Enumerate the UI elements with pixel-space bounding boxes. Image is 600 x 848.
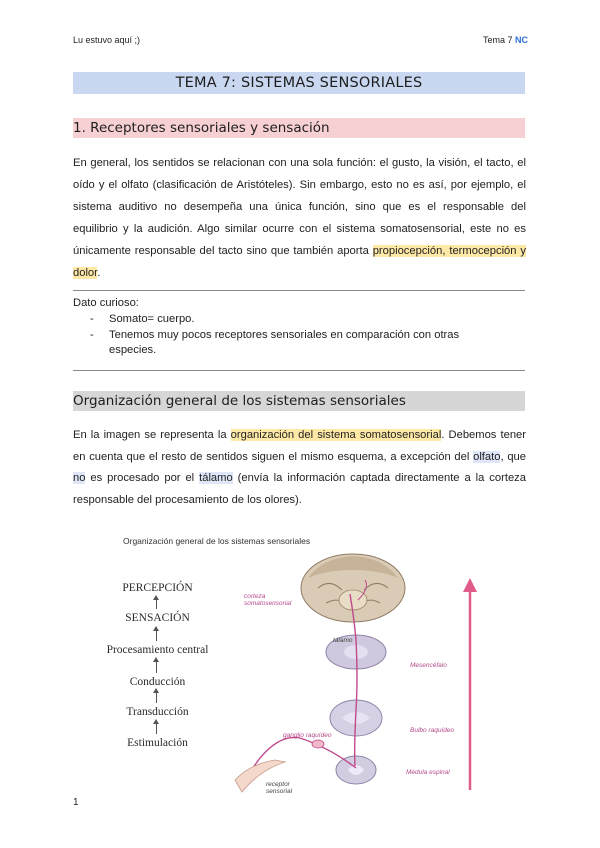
s2-text-d: es procesado por el bbox=[85, 472, 200, 484]
s2-text-a: En la imagen se representa la bbox=[73, 429, 231, 441]
header-tag: NC bbox=[515, 35, 528, 45]
note-label: Dato curioso: bbox=[73, 297, 139, 309]
step-sensacion: SENSACIÓN bbox=[125, 612, 190, 624]
list-item: - Somato= cuerpo. bbox=[90, 313, 195, 325]
s2-no: no bbox=[73, 472, 86, 484]
label-corteza: corteza somatosensorial bbox=[244, 593, 292, 607]
label-talamo: tálamo bbox=[333, 637, 353, 644]
section1-heading: 1. Receptores sensoriales y sensación bbox=[73, 118, 525, 138]
arrow-up-icon bbox=[156, 599, 157, 609]
section1-text: En general, los sentidos se relacionan con una sola función: el gusto, la visión, el tacto, el oído y el olfato (clasificación de Aristóteles). Sin embargo, esto no es así, por ejemplo, el sistema auditivo no desempeña una única función, sino que es el responsable del equilibrio y la audición. Algo similar ocurre con el sistema somatosensorial, este no es únicamente responsable del tacto sino que también aporta bbox=[73, 157, 526, 257]
label-receptor: receptor sensorial bbox=[266, 781, 293, 795]
s2-text-b: . Debemos tener en cuenta que el resto de sentidos siguen el mismo esquema, a excepción del bbox=[73, 429, 526, 463]
label-bulbo: Bulbo raquídeo bbox=[410, 727, 455, 734]
header-topic: Tema 7 bbox=[482, 35, 513, 45]
label-ganglio: ganglio raquídeo bbox=[283, 732, 332, 739]
arrow-up-icon bbox=[156, 630, 157, 641]
divider-bottom bbox=[73, 370, 525, 371]
list-item-text: Somato= cuerpo. bbox=[109, 313, 195, 325]
arrow-up-icon bbox=[156, 692, 157, 703]
step-estimulacion: Estimulación bbox=[127, 737, 188, 749]
label-medula: Médula espinal bbox=[406, 769, 450, 776]
figure-title: Organización general de los sistemas sensoriales bbox=[123, 536, 311, 546]
s2-text-c: , que bbox=[500, 450, 526, 463]
section1-paragraph bbox=[73, 152, 526, 284]
section2-heading: Organización general de los sistemas sensoriales bbox=[73, 391, 525, 411]
section1-highlight: propiocepción, termocepción y dolor bbox=[73, 245, 526, 279]
s2-text-e: (envía la información captada directamente a la corteza responsable del procesamiento de los olores). bbox=[73, 472, 526, 506]
arrow-up-icon bbox=[156, 723, 157, 734]
s2-highlight: organización del sistema somatosensorial bbox=[230, 429, 442, 441]
section2-paragraph bbox=[73, 425, 526, 511]
section1-text-end: . bbox=[97, 267, 101, 279]
s2-talamo: tálamo bbox=[199, 472, 233, 484]
list-item-text: Tenemos muy pocos receptores sensoriales en comparación con otras especies. bbox=[109, 329, 460, 356]
page-number: 1 bbox=[73, 797, 79, 808]
divider-top bbox=[73, 290, 525, 291]
arrow-up-icon bbox=[156, 661, 157, 673]
arrow-up-icon bbox=[463, 578, 477, 592]
step-percepcion: PERCEPCIÓN bbox=[122, 582, 193, 594]
header-left: Lu estuvo aquí ;) bbox=[73, 35, 141, 45]
page-title: TEMA 7: SISTEMAS SENSORIALES bbox=[73, 72, 525, 94]
header-right bbox=[483, 35, 528, 45]
step-conduccion: Conducción bbox=[129, 676, 186, 688]
label-mesencefalo: Mesencéfalo bbox=[410, 662, 447, 669]
step-transduccion: Transducción bbox=[126, 706, 189, 718]
somatosensory-pathway-illustration bbox=[230, 548, 490, 798]
list-item: - Tenemos muy pocos receptores sensoriales en comparación con otras especies. bbox=[90, 329, 460, 356]
s2-olfato: olfato bbox=[473, 450, 501, 463]
step-procesamiento: Procesamiento central bbox=[106, 644, 209, 656]
